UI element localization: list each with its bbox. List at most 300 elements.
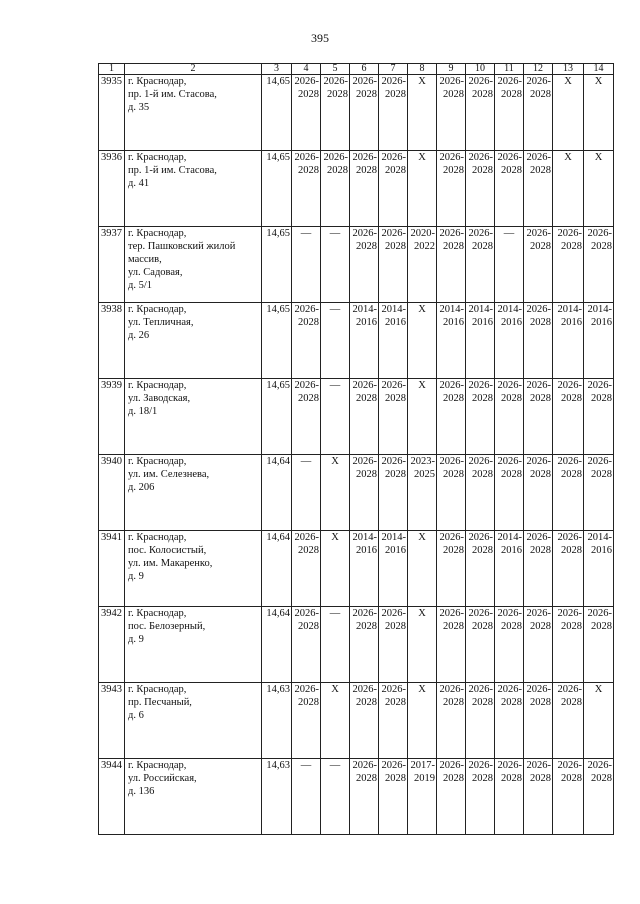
period-line: 2016 [501,317,522,328]
period-line: 2014- [381,532,406,543]
row-number: 3940 [99,455,125,531]
period-line: 2028 [385,165,406,176]
period-cell [350,151,379,227]
period-cell [408,607,437,683]
period-line: 2026- [468,456,493,467]
period-line: 2028 [472,773,493,784]
address-line: ул. Российская, [128,773,197,784]
period-line: 2016 [472,317,493,328]
address-cell [125,531,262,607]
address-line: пос. Белозерный, [128,621,206,632]
period-line: 2026- [526,228,551,239]
period-line: 2028 [530,545,551,556]
value-cell: 14,64 [262,531,292,607]
period-cell [437,75,466,151]
address-line: д. 206 [128,482,155,493]
period-line: 2016 [443,317,464,328]
period-line: 2028 [385,621,406,632]
period-cell [350,303,379,379]
period-line: 2026- [294,380,319,391]
column-header: 9 [437,64,466,75]
address-line: г. Краснодар, [128,380,187,391]
period-line: 2026- [587,456,612,467]
period-line: X [594,684,603,695]
row-number: 3941 [99,531,125,607]
period-line: X [418,152,426,163]
column-header: 4 [292,64,321,75]
address-line: д. 5/1 [128,280,153,291]
period-cell [524,683,553,759]
period-line: 2028 [501,89,522,100]
period-cell [379,379,408,455]
period-cell [495,227,524,303]
period-line: 2028 [443,697,464,708]
period-cell [379,455,408,531]
period-line: 2026- [381,608,406,619]
period-line: 2026- [294,152,319,163]
period-line: 2019 [414,773,435,784]
period-line: 2023- [410,456,435,467]
address-line: д. 35 [128,102,150,113]
period-cell [495,607,524,683]
period-line: 2026- [526,380,551,391]
period-line: 2026- [468,608,493,619]
row-number: 3935 [99,75,125,151]
period-line: 2028 [561,241,582,252]
period-line: 2026- [381,380,406,391]
period-cell [437,455,466,531]
address-line: г. Краснодар, [128,304,187,315]
period-line: 2028 [443,393,464,404]
period-line: 2026- [439,228,464,239]
address-line: г. Краснодар, [128,228,187,239]
period-cell [553,607,584,683]
period-line: 2014- [352,304,377,315]
table-row [99,531,614,607]
period-line: 2028 [356,393,377,404]
period-line: 2026- [468,76,493,87]
address-line: д. 41 [128,178,150,189]
period-line: 2028 [530,241,551,252]
period-cell [408,531,437,607]
period-line: 2025 [414,469,435,480]
period-line: 2026- [352,608,377,619]
period-line: 2026- [352,760,377,771]
period-line: 2026- [439,532,464,543]
table-row [99,303,614,379]
period-line: 2028 [472,469,493,480]
period-line: 2026- [323,152,348,163]
address-cell [125,379,262,455]
period-cell [466,379,495,455]
period-cell [495,75,524,151]
period-line: 2028 [443,469,464,480]
period-line: 2028 [356,165,377,176]
period-line: 2026- [497,456,522,467]
period-line: 2026- [557,228,582,239]
period-cell [292,607,321,683]
page-number: 395 [311,31,329,45]
period-cell [350,683,379,759]
period-line: 2026- [497,152,522,163]
row-number: 3936 [99,151,125,227]
period-line: 2016 [385,317,406,328]
period-line: X [331,684,339,695]
period-line: 2028 [385,89,406,100]
period-line: 2028 [298,697,319,708]
table-row [99,75,614,151]
period-cell [524,531,553,607]
period-line: 2028 [501,469,522,480]
column-header: 8 [408,64,437,75]
period-line: 2026- [526,152,551,163]
period-cell [584,75,614,151]
period-cell [379,151,408,227]
address-cell [125,759,262,835]
period-line: 2026- [557,684,582,695]
period-line: 2026- [294,684,319,695]
column-header: 14 [584,64,614,75]
period-line: 2028 [501,773,522,784]
period-cell [495,759,524,835]
period-line: 2028 [530,621,551,632]
table-row [99,607,614,683]
address-line: д. 9 [128,634,144,645]
period-line: 2026- [526,760,551,771]
period-cell [437,151,466,227]
period-line: X [564,76,572,87]
period-cell [584,227,614,303]
address-line: ул. Заводская, [128,393,191,404]
period-cell [321,303,350,379]
period-line: 2028 [356,773,377,784]
period-cell [553,759,584,835]
period-line: 2026- [526,76,551,87]
value-cell: 14,65 [262,227,292,303]
table-row [99,227,614,303]
period-cell [553,531,584,607]
address-cell [125,303,262,379]
period-cell [321,379,350,455]
period-cell [437,303,466,379]
address-line: пр. 1-й им. Стасова, [128,165,217,176]
period-line: 2028 [356,697,377,708]
period-line: 2028 [530,469,551,480]
period-cell [408,151,437,227]
period-line: 2028 [443,621,464,632]
address-line: д. 18/1 [128,406,158,417]
period-cell [584,303,614,379]
period-line: — [300,228,312,239]
value-cell: 14,65 [262,75,292,151]
period-line: 2028 [530,89,551,100]
address-cell [125,607,262,683]
period-line: 2014- [439,304,464,315]
table-row [99,379,614,455]
table-row [99,455,614,531]
period-line: 2028 [298,621,319,632]
period-line: 2028 [530,393,551,404]
period-line: 2022 [414,241,435,252]
period-line: 2028 [385,469,406,480]
period-line: 2014- [587,532,612,543]
period-line: X [418,76,426,87]
value-cell: 14,65 [262,379,292,455]
period-line: 2026- [381,228,406,239]
address-cell [125,227,262,303]
address-line: массив, [128,254,162,265]
period-cell [292,531,321,607]
period-line: 2026- [381,152,406,163]
period-line: 2026- [294,532,319,543]
period-cell [524,455,553,531]
period-line: — [329,304,341,315]
period-cell [524,303,553,379]
period-line: 2028 [472,697,493,708]
period-line: X [594,152,603,163]
column-header: 7 [379,64,408,75]
period-line: 2026- [526,684,551,695]
period-cell [495,379,524,455]
period-line: 2028 [530,165,551,176]
address-line: г. Краснодар, [128,76,187,87]
period-cell [553,455,584,531]
period-line: 2026- [526,456,551,467]
column-header: 2 [125,64,262,75]
period-line: 2026- [587,760,612,771]
period-line: 2028 [327,165,348,176]
period-line: 2026- [439,608,464,619]
period-line: — [503,228,515,239]
period-cell [321,683,350,759]
value-cell: 14,63 [262,759,292,835]
period-line: 2026- [557,608,582,619]
column-header: 3 [262,64,292,75]
period-line: 2026- [468,684,493,695]
period-line: 2028 [501,697,522,708]
period-cell [524,151,553,227]
value-cell: 14,63 [262,683,292,759]
period-line: X [594,76,603,87]
period-cell [437,227,466,303]
period-cell [466,607,495,683]
period-cell [553,303,584,379]
period-line: 2028 [356,89,377,100]
period-cell [437,683,466,759]
period-cell [292,455,321,531]
column-header: 6 [350,64,379,75]
period-line: 2026- [497,760,522,771]
period-line: 2026- [468,152,493,163]
period-cell [350,227,379,303]
period-line: 2028 [561,621,582,632]
period-line: 2026- [557,456,582,467]
period-cell [350,75,379,151]
period-cell [408,75,437,151]
period-line: 2028 [472,89,493,100]
value-cell: 14,65 [262,151,292,227]
period-cell [524,759,553,835]
address-line: г. Краснодар, [128,456,187,467]
period-line: 2020- [410,228,435,239]
period-line: 2028 [356,469,377,480]
period-cell [321,75,350,151]
period-cell [379,607,408,683]
address-line: ул. Тепличная, [128,317,194,328]
period-line: — [300,456,312,467]
period-line: 2028 [298,317,319,328]
period-cell [379,75,408,151]
period-line: 2028 [501,165,522,176]
period-line: 2028 [591,393,612,404]
period-cell [408,227,437,303]
period-cell [379,531,408,607]
period-line: — [329,228,341,239]
period-cell [524,75,553,151]
row-number: 3937 [99,227,125,303]
period-line: 2028 [472,621,493,632]
table-row [99,759,614,835]
period-cell [495,151,524,227]
period-cell [379,227,408,303]
address-line: д. 26 [128,330,150,341]
row-number: 3944 [99,759,125,835]
period-line: 2028 [501,621,522,632]
period-line: 2028 [298,165,319,176]
period-cell [437,379,466,455]
period-line: 2028 [356,621,377,632]
period-cell [466,151,495,227]
period-cell [350,531,379,607]
period-cell [408,379,437,455]
address-line: пр. Песчаный, [128,697,192,708]
period-cell [350,759,379,835]
period-line: 2028 [385,241,406,252]
period-cell [350,607,379,683]
period-cell [408,683,437,759]
period-cell [466,455,495,531]
period-line: 2026- [352,456,377,467]
address-line: пр. 1-й им. Стасова, [128,89,217,100]
period-cell [495,455,524,531]
period-cell [292,683,321,759]
period-line: 2026- [352,684,377,695]
period-line: 2026- [381,684,406,695]
period-line: 2028 [472,393,493,404]
period-cell [379,683,408,759]
period-cell [553,683,584,759]
period-line: 2028 [472,545,493,556]
period-line: 2028 [443,89,464,100]
period-line: X [418,304,426,315]
period-cell [437,607,466,683]
period-line: 2026- [352,76,377,87]
address-line: тер. Пашковский жилой [128,241,236,252]
period-cell [466,303,495,379]
period-line: 2028 [561,697,582,708]
period-line: 2026- [381,76,406,87]
period-line: 2016 [561,317,582,328]
period-line: 2028 [443,241,464,252]
period-cell [466,759,495,835]
period-line: 2026- [468,380,493,391]
value-cell: 14,65 [262,303,292,379]
period-line: 2028 [561,469,582,480]
period-line: 2028 [561,545,582,556]
period-line: 2026- [497,684,522,695]
period-line: 2026- [439,760,464,771]
row-number: 3939 [99,379,125,455]
period-cell [524,379,553,455]
period-cell [321,455,350,531]
period-line: 2026- [323,76,348,87]
period-cell [321,531,350,607]
column-header: 13 [553,64,584,75]
period-line: X [418,532,426,543]
period-cell [292,75,321,151]
column-header: 10 [466,64,495,75]
period-line: — [329,380,341,391]
address-line: г. Краснодар, [128,760,187,771]
value-cell: 14,64 [262,455,292,531]
register-table [98,63,614,835]
period-cell [292,303,321,379]
address-line: ул. им. Селезнева, [128,469,210,480]
period-line: 2016 [591,317,612,328]
period-line: 2026- [294,608,319,619]
period-line: 2026- [352,228,377,239]
period-line: 2026- [526,304,551,315]
address-line: пос. Колосистый, [128,545,207,556]
period-cell [495,303,524,379]
period-line: 2028 [472,165,493,176]
period-cell [553,227,584,303]
period-cell [350,455,379,531]
period-line: 2026- [439,684,464,695]
period-line: X [564,152,572,163]
period-line: X [418,608,426,619]
period-cell [584,379,614,455]
period-cell [524,607,553,683]
period-cell [584,607,614,683]
period-line: 2028 [443,165,464,176]
period-cell [495,683,524,759]
column-header: 11 [495,64,524,75]
period-line: X [418,684,426,695]
period-line: 2028 [591,469,612,480]
period-line: 2028 [356,241,377,252]
period-line: 2026- [468,228,493,239]
table-row [99,151,614,227]
period-cell [584,531,614,607]
address-line: д. 6 [128,710,144,721]
period-line: 2028 [530,697,551,708]
period-line: 2026- [439,456,464,467]
period-line: 2026- [294,304,319,315]
value-cell: 14,64 [262,607,292,683]
period-line: 2026- [352,380,377,391]
period-line: 2016 [356,317,377,328]
period-cell [584,759,614,835]
period-line: — [329,608,341,619]
period-line: 2026- [439,152,464,163]
period-line: 2028 [298,545,319,556]
period-line: — [329,760,341,771]
period-cell [321,227,350,303]
address-cell [125,75,262,151]
period-line: 2026- [497,76,522,87]
period-line: 2028 [385,697,406,708]
